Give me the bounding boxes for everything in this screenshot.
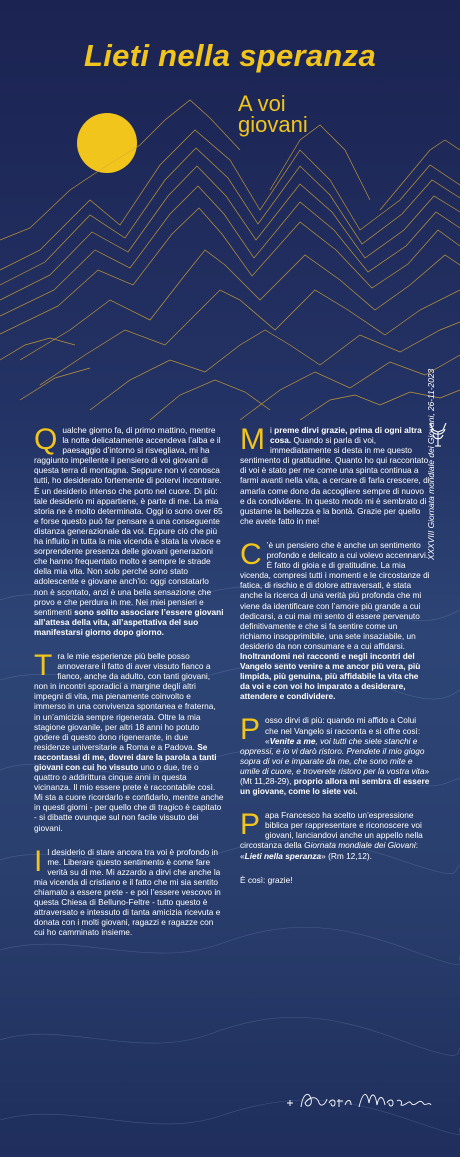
text-run: Giornata mondiale dei Giovani [304,840,416,851]
subtitle-line-1: A voi [238,91,286,116]
page-subtitle [238,93,368,135]
drop-cap: M [240,423,265,456]
paragraph-text [34,844,224,938]
text-run: l desiderio di stare ancora tra voi è profondo in me. Liberare questo sentimento è come fare verità su di me. Mi azzardo a dirvi che anche la mia vicenda di cristiano e il fatto che mi sia sentito chiamato a essere prete - e poi l’essere vescovo in questa Chiesa di Belluno-Feltre - tutto questo è attraversato e intessuto di tanta amicizia ricevuta e donata con i molti giovani, ragazzi e ragazze con cui ho camminato insieme. [34,846,221,938]
signature-icon [283,1085,443,1115]
paragraph-text [240,810,430,860]
subtitle-line-2: giovani [238,112,308,137]
paragraph-text [240,425,430,526]
drop-cap: P [240,713,261,747]
right-column [240,425,430,885]
sun-icon [77,113,137,173]
body-paragraph [34,648,224,833]
text-run: : « [240,840,419,861]
text-run: proprio allora mi sembra di essere un giovane, come lo siete voi. [240,776,430,797]
body-paragraph [34,425,224,637]
left-column [34,425,224,952]
body-paragraph [34,844,224,938]
text-run: , voi tutti che siete stanchi e oppressi, e io vi darò ristoro. Prendete il mio giogo sopra di voi e imparate da me, che sono mite e umile di cuore, e troverete ristoro per la vostra vita [240,735,425,776]
text-run: ra le mie esperienze più belle posso annoverare il fatto di aver vissuto fianco a fianco, anche da adulto, con tanti giovani, non in incontri sporadici a margine degli altri impegni di vita, ma pienamente coinvolto e immerso in una convivenza spontanea e fraterna, in un’amicizia sempre rigenerata. Oltre la mia stagione giovanile, per altri 18 anni ho potuto godere di questo dono rigenerante, in due residenze universitarie a Roma e a Padova. [34,650,216,752]
closing-line: È così: grazie! [240,874,293,885]
page-title: Lieti nella speranza [84,38,376,73]
side-caption: XXXVIII Giornata mondiale dei Giovani, 26-11-2023 [426,368,436,560]
text-run: ualche giorno fa, di primo mattino, mentre la notte delicatamente accendeva l’alba e il paesaggio d’intorno si risvegliava, mi ha raggiunto impellente il pensiero di voi giovani di questa terra di montagna. Seppure non vi conosca tutti, ho desiderato fortemente di potervi incontrare. È un desiderio intenso che porto nel cuore. Di più: tale desiderio mi appartiene, è parte di me. La mia storia ne è molto determinata. Oggi io sono over 65 e forse questo può far pensare a una conseguente distanza generazionale da voi. Eppure ciò che più ha influito in tutta la mia vicenda è stata la vivace e sorprendente presenza delle giovani generazioni che hanno frequentato molto e sempre le strade della mia vita. Non solo perché sono stato adolescente e giovane anch’io: oggi constatarlo non è scontato, anzi è una bella sensazione che provo e che perdura in me. Nei miei pensieri e sentimenti [34,425,223,617]
text-run: sono solito associare l’essere giovani all’attesa della vita, all’aspettativa del suo manifestarsi giorno dopo giorno. [34,606,224,637]
text-run: Se raccontassi di me, dovrei dare la parola a tanti giovani con cui ho vissuto [34,741,217,772]
paragraph-text [240,537,430,702]
drop-cap: P [240,808,261,842]
text-run: Lieti nella speranza [244,850,322,861]
drop-cap: I [34,844,43,878]
paragraph-text [240,715,430,796]
text-run: » (Mt 11,28-29), [240,765,430,786]
text-run: Inoltrandomi nei racconti e negli incontri del Vangelo sento venire a me ancor più vera, più limpida, più genuina, più affidabile la vita che da voi e con voi ho imparato a desiderare, attendere e condividere. [240,650,421,702]
paragraph-text [34,425,224,637]
text-run: preme dirvi grazie, prima di ogni altra cosa. [270,425,422,446]
text-run: i [270,425,275,435]
text-run: apa Francesco ha scelto un’espressione biblica per rappresentare e riconoscere voi giovani, lanciandovi anche un appello nella circostanza della [240,810,423,851]
body-paragraph [240,810,430,860]
body-paragraph [240,715,430,796]
text-run: Quando si parla di voi, immediatamente si desta in me questo sentimento di gratitudine. Quanto ho qui raccontato di voi è stato per me come una spinta continua a farmi avanti nella vita, a cercare di farla crescere, di amarla come dono da accogliere sempre di nuovo e da condividere. In questo modo mi è sembrato di gustarne la bellezza e la bontà. Grazie per quello che avete fatto in me! [240,435,430,526]
text-run: osso dirvi di più: quando mi affido a Colui che nel Vangelo si racconta e si offre così: « [265,715,421,746]
drop-cap: T [34,648,53,682]
text-run: Venite a me [269,735,316,746]
paragraph-text [34,648,224,833]
body-paragraph [240,537,430,702]
text-run: uno o due, tre o quattro o addirittura cinque anni in questa vicinanza. Il mio essere prete è raccontabile così. Mi sta a cuore ricordarlo e confidarlo, mentre anche in questi giorni - per quello che di tragico è capitato - si dibatte ovunque sul non facile vissuto dei giovani. [34,762,224,833]
drop-cap: Q [34,423,58,456]
drop-cap: C [240,537,262,571]
text-run: ’è un pensiero che è anche un sentimento profondo e delicato a cui volevo accennarvi. È fatto di gioia e di gratitudine. La mia vicenda, compresi tutti i momenti e le circostanze di fatica, di rischio e di dolore attraversati, è stata anche la ricerca di una verità più profonda che mi viene da identificare con l’amore più grande a cui dedicarsi, a cui mai mi sento di essere pervenuto definitivamente e che si fa sentire come un richiamo insopprimibile, una sete insaziabile, un desiderio da non consumare e a cui affidarsi. [240,539,430,651]
text-run: » (Rm 12,12). [321,850,372,861]
body-paragraph [240,425,430,526]
